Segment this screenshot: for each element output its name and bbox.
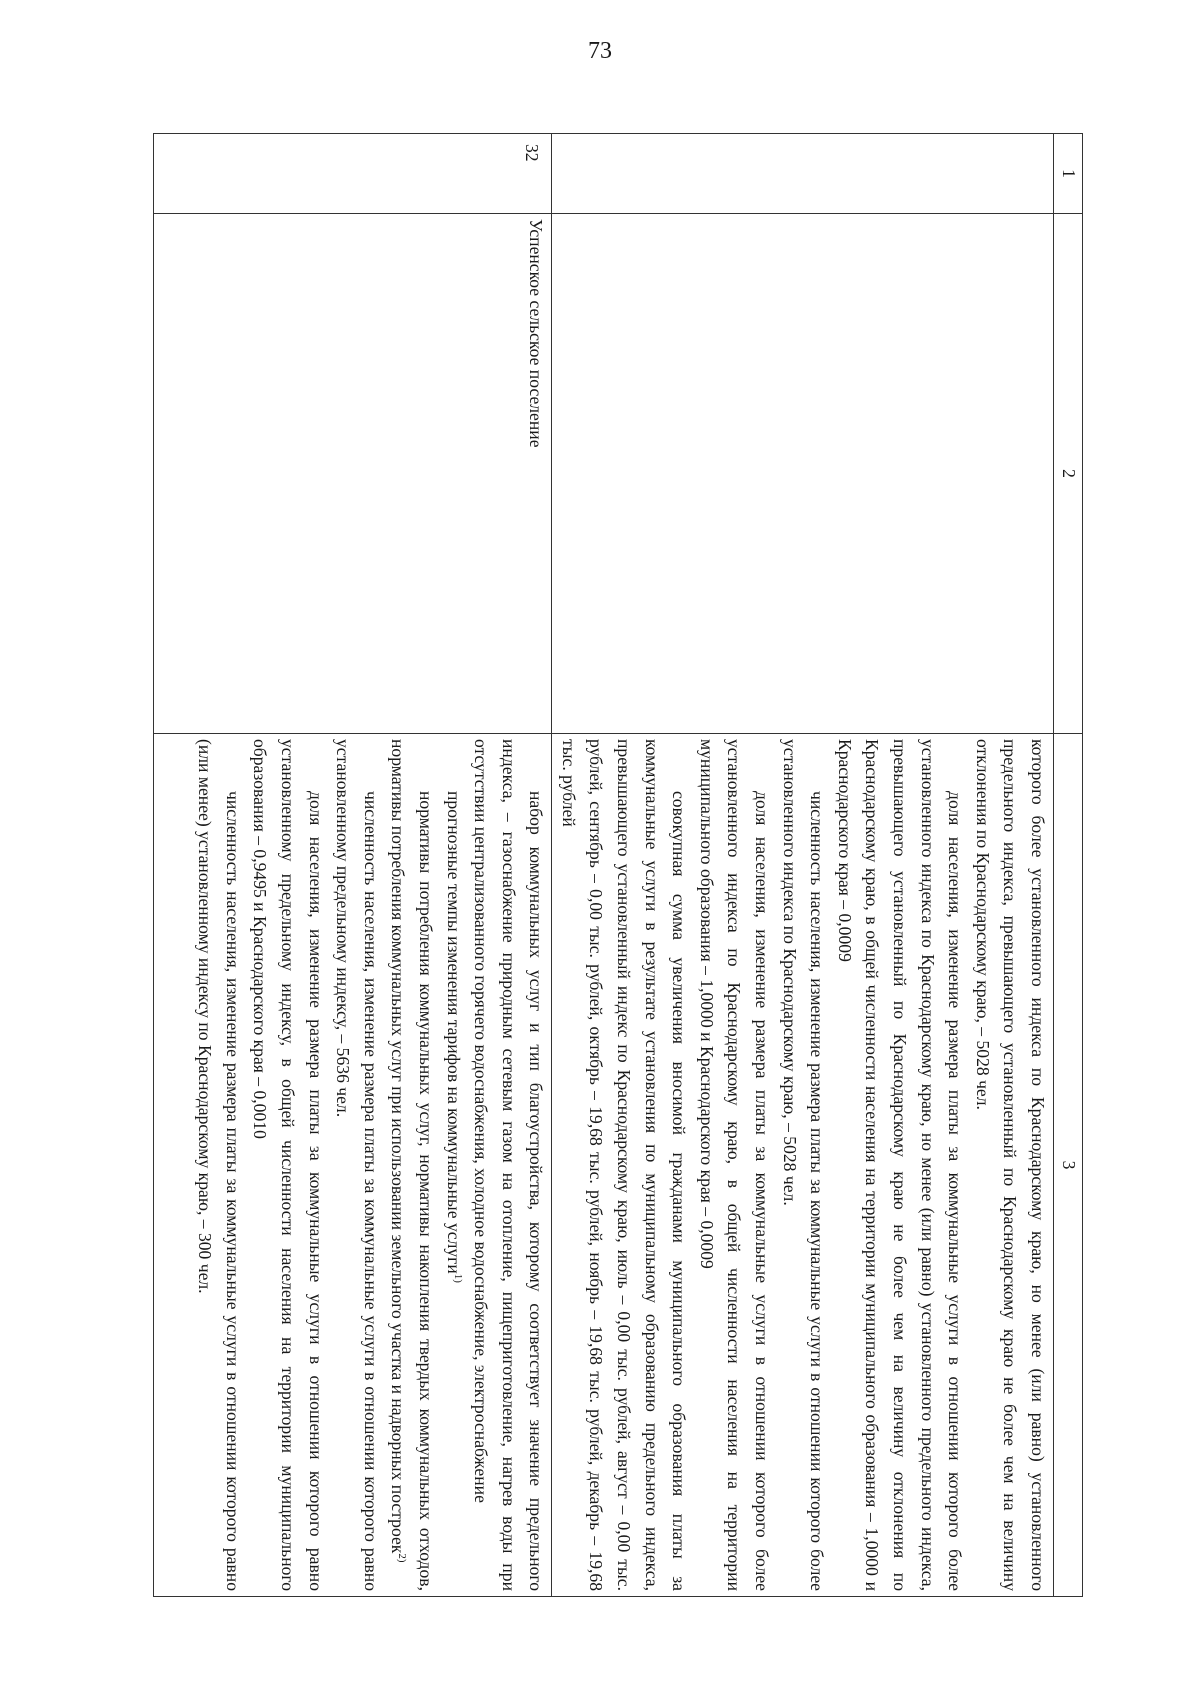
paragraph-text: доля населения, изменение размера платы за коммунальные услуги в отношении которого более установленного индекса по Краснодарскому краю, в общей численности населения на территории муниципального образования – 1,0000 и Краснодарского края – 0,0009 [696,739,773,1591]
paragraph [692,739,775,1591]
paragraph [384,739,439,1591]
paragraph-text: совокупная сумма увеличения вносимой гражданами муниципального образования платы за коммунальные услуги в результате установления по муниципальному образованию предельного индекса, превышающего установленный индекс по Краснодарскому краю, июль – 0,00 тыс. рублей, август – 0,00 тыс. рублей, сентябрь – 0,00 тыс. рублей, октябрь – 19,68 тыс. рублей, ноябрь – 19,68 тыс. рублей, декабрь – 19,68 тыс. рублей [558,739,690,1591]
header-col-2: 2 [1054,214,1083,734]
footnote-marker: 1) [451,1273,464,1283]
paragraph-text: численность населения, изменение размера платы за коммунальные услуги в отношении которого равно установленному предельному индексу, – 5636 чел. [333,739,381,1591]
header-col-1: 1 [1054,134,1083,214]
row-number-cell [552,134,1054,214]
paragraph [439,739,467,1591]
paragraph [830,739,968,1591]
paragraph-text: численность населения, изменение размера платы за коммунальные услуги в отношении которого равно (или менее) установленному индексу по Краснодарскому краю, – 300 чел. [195,739,243,1591]
row-content [189,734,552,1596]
row-content-cell [154,734,552,1597]
row-name-cell [552,214,1054,734]
paragraph-text: численность населения, изменение размера платы за коммунальные услуги в отношении которого более установленного индекса по Краснодарскому краю, – 5028 чел. [779,739,828,1591]
table-row [552,134,1054,1597]
row-content [552,734,1053,1596]
municipality-name [1049,214,1053,733]
paragraph [968,739,1051,1591]
footnote-marker: 2) [396,1553,409,1563]
row-number: 32 [522,144,543,162]
row-number [1047,134,1053,213]
municipality-name: Успенское сельское поселение [526,219,547,448]
paragraph-text: нормативы потребления коммунальных услуг, нормативы накопления твердых коммунальных отходов, нормативы потребления коммунальных услуг при использовании земельного участка и надворных построек [388,739,436,1591]
paragraph [775,739,830,1591]
table-row [154,134,552,1597]
paragraph [191,739,246,1591]
row-number-cell [154,134,552,214]
table-header-row [1054,134,1083,1597]
paragraph-text: доля населения, изменение размера платы за коммунальные услуги в отношении которого равно установленному предельному индексу, в общей численности населения на территории муниципального образования – 0,9495 и Краснодарского края – 0,0010 [250,739,326,1591]
rotated-table-container [153,133,1083,1593]
paragraph [329,739,384,1591]
row-name-cell [154,214,552,734]
header-col-3: 3 [1054,734,1083,1597]
paragraph-text: которого более установленного индекса по Краснодарскому краю, но менее (или равно) установленного предельного индекса, превышающего установленный по Краснодарскому краю не более чем на величину отклонения по Краснодарскому краю, – 5028 чел. [972,739,1048,1591]
row-content-cell [552,734,1054,1597]
paragraph-text: набор коммунальных услуг и тип благоустройства, которому соответствует значение предельного индекса, – газоснабжение природным сетевым газом на отопление, пищеприготовление, нагрев воды при отсутствии централизованного горячего водоснабжения, холодное водоснабжение, электроснабжение [471,739,547,1591]
paragraph-text: доля населения, изменение размера платы за коммунальные услуги в отношении которого более установленного индекса по Краснодарскому краю, но менее (или равно) установленного предельного индекса, превышающего установленный по Краснодарскому краю не более чем на величину отклонения по Краснодарскому краю, в общей численности населения на территории муниципального образования – 1,0000 и Краснодарского края – 0,0009 [834,739,966,1591]
paragraph-text: прогнозные темпы изменения тарифов на коммунальные услуги [443,791,464,1274]
paragraph [467,739,550,1591]
paragraph [554,739,692,1591]
paragraph [246,739,329,1591]
data-table [153,133,1083,1597]
page-number: 73 [588,38,612,64]
